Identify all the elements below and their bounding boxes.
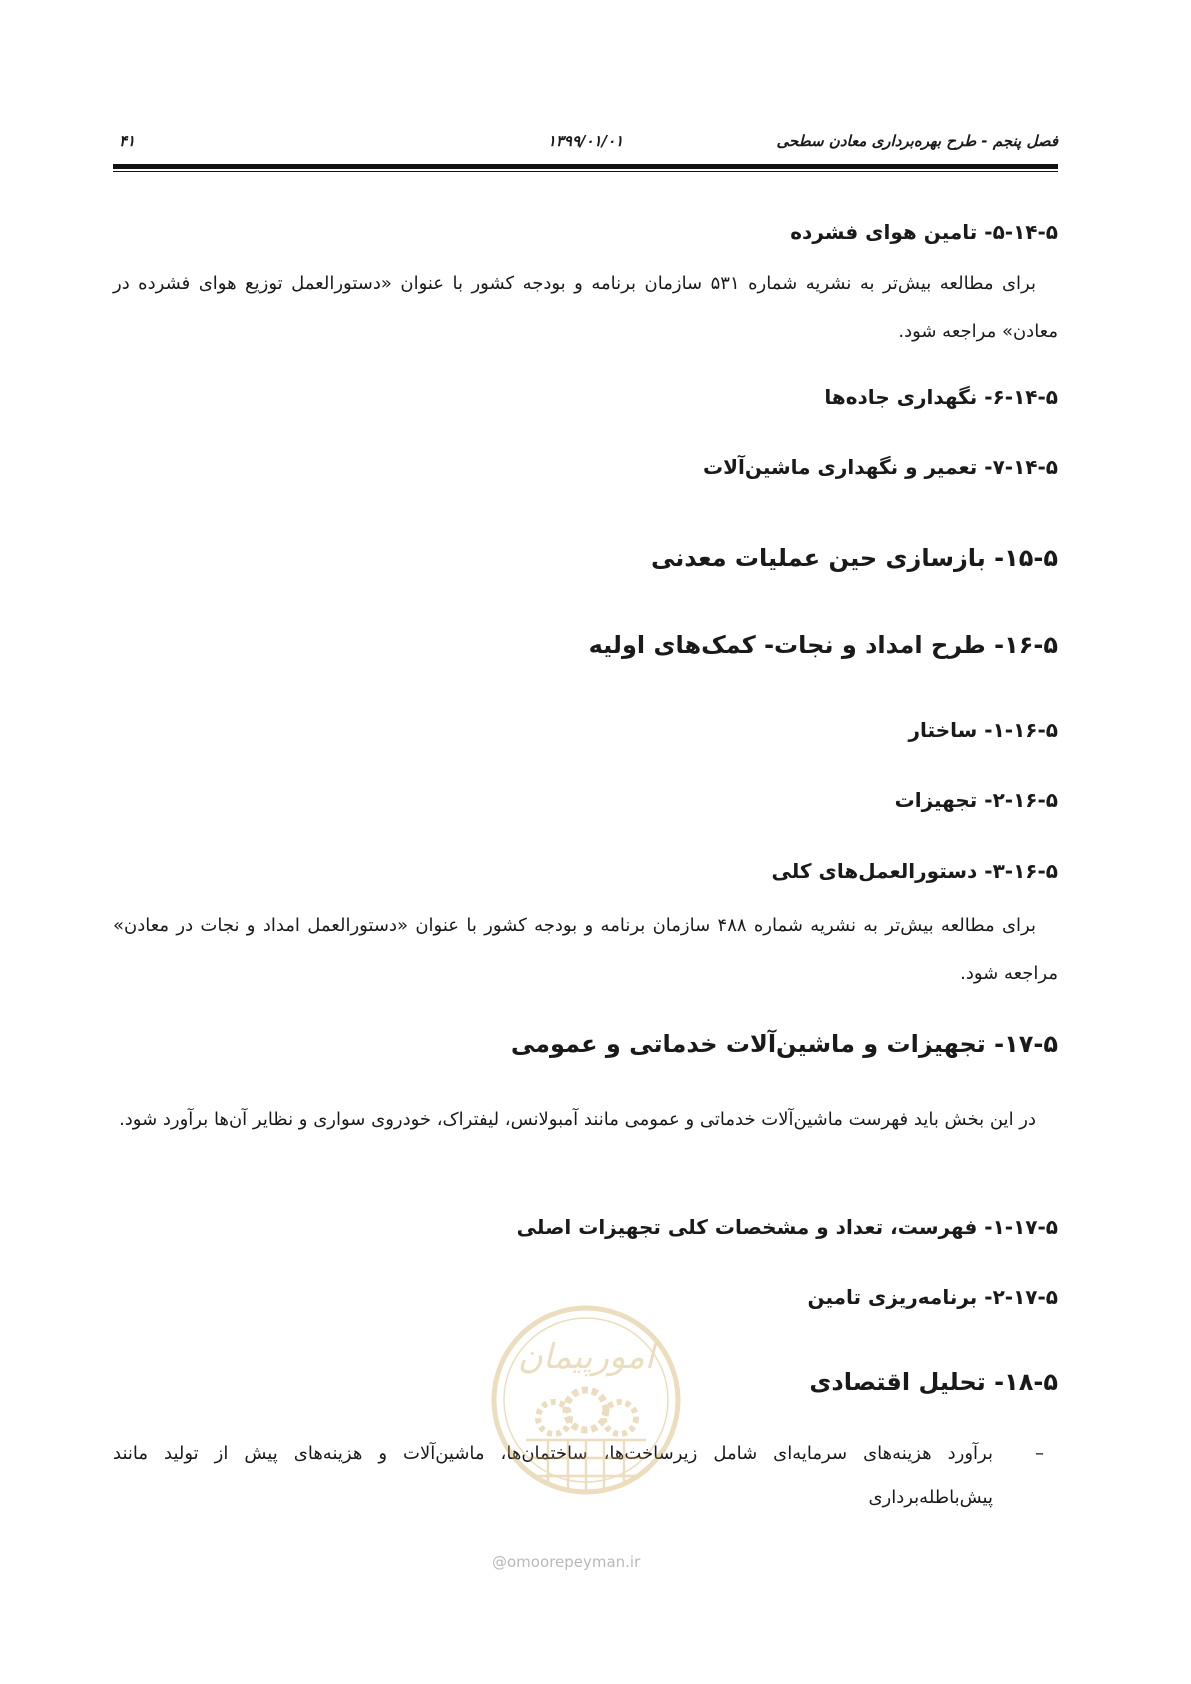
header-date: ۱۳۹۹/۰۱/۰۱ <box>547 132 624 150</box>
header-rule-thick <box>113 164 1058 169</box>
page-header <box>113 128 1058 160</box>
heading-2-17-5: ۲-۱۷-۵- برنامه‌ریزی تامین <box>807 1285 1058 1309</box>
page-number: ۴۱ <box>119 132 136 150</box>
heading-1-16-5: ۱-۱۶-۵- ساختار <box>908 718 1058 742</box>
watermark-logo <box>486 1270 686 1530</box>
paragraph-rescue <box>113 902 1058 998</box>
paragraph-service-equipment-text: در این بخش باید فهرست ماشین‌آلات خدماتی و عمومی مانند آمبولانس، لیفتراک، خودروی سواری و نظایر آن‌ها برآورد شود. <box>119 1109 1036 1130</box>
paragraph-rescue-text: برای مطالعه بیش‌تر به نشریه شماره ۴۸۸ سازمان برنامه و بودجه کشور با عنوان «دستورالعمل امداد و نجات در معادن» مراجعه شود. <box>113 915 1058 984</box>
watermark-logo-text: امورپیمان <box>517 1337 655 1377</box>
heading-5-14-5: ۵-۱۴-۵- تامین هوای فشرده <box>790 220 1058 244</box>
bullet-capital-costs-text: برآورد هزینه‌های سرمایه‌ای شامل زیرساخت‌ها، ساختمان‌ها، ماشین‌آلات و هزینه‌های پیش از تولید مانند پیش‌باطله‌برداری <box>113 1443 993 1508</box>
heading-18-5: ۱۸-۵- تحلیل اقتصادی <box>809 1368 1058 1396</box>
heading-7-14-5: ۷-۱۴-۵- تعمیر و نگهداری ماشین‌آلات <box>703 455 1058 479</box>
header-rule-thin <box>113 171 1058 172</box>
heading-16-5: ۱۶-۵- طرح امداد و نجات- کمک‌های اولیه <box>588 631 1058 659</box>
paragraph-compressed-air-text: برای مطالعه بیش‌تر به نشریه شماره ۵۳۱ سازمان برنامه و بودجه کشور با عنوان «دستورالعمل توزیع هوای فشرده در معادن» مراجعه شود. <box>113 273 1058 342</box>
heading-6-14-5: ۶-۱۴-۵- نگهداری جاده‌ها <box>824 385 1058 409</box>
heading-1-17-5: ۱-۱۷-۵- فهرست، تعداد و مشخصات کلی تجهیزات اصلی <box>516 1215 1058 1239</box>
bullet-dash: – <box>1035 1443 1044 1464</box>
paragraph-service-equipment <box>113 1096 1058 1144</box>
heading-3-16-5: ۳-۱۶-۵- دستورالعمل‌های کلی <box>771 859 1058 883</box>
paragraph-compressed-air <box>113 260 1058 356</box>
heading-2-16-5: ۲-۱۶-۵- تجهیزات <box>894 788 1058 812</box>
watermark-url: @omoorepeyman.ir <box>492 1553 641 1571</box>
chapter-title: فصل پنجم - طرح بهره‌برداری معادن سطحی <box>776 132 1058 150</box>
heading-15-5: ۱۵-۵- بازسازی حین عملیات معدنی <box>650 544 1058 572</box>
heading-17-5: ۱۷-۵- تجهیزات و ماشین‌آلات خدماتی و عمومی <box>510 1030 1058 1058</box>
